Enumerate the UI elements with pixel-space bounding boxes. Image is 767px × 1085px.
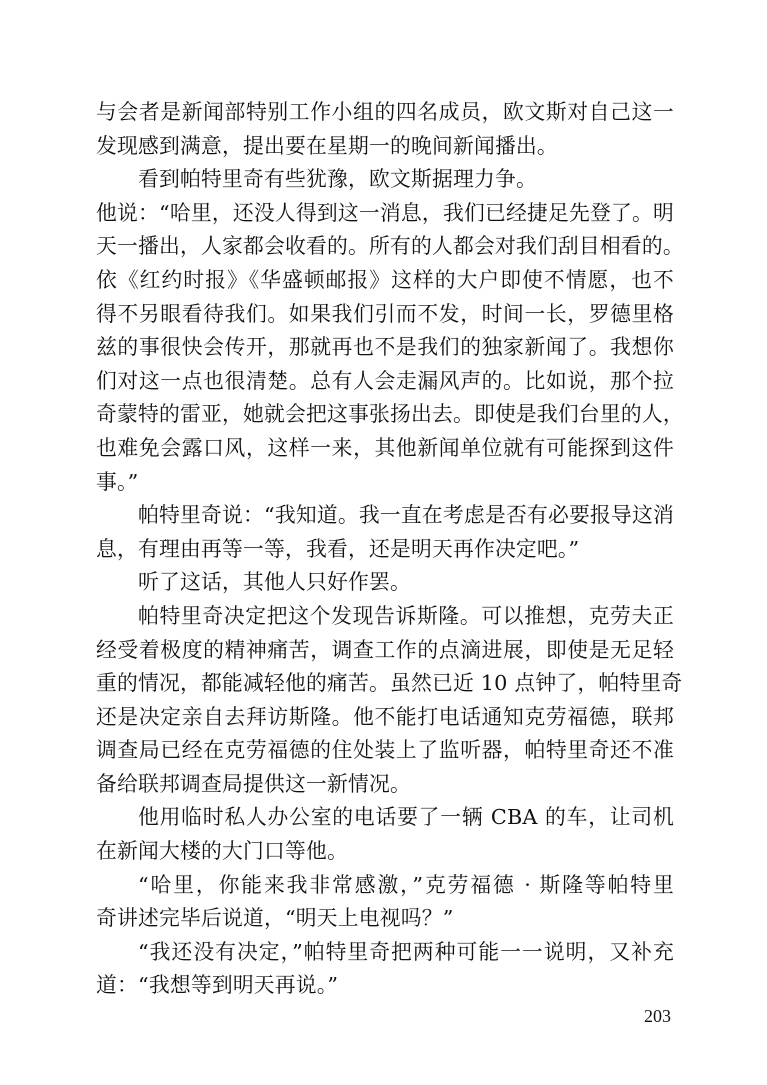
text-line: 还是决定亲自去拜访斯隆。他不能打电话通知克劳福德，联邦 — [96, 704, 674, 729]
text-line: 帕特里奇决定把这个发现告诉斯隆。可以推想，克劳夫正 — [138, 603, 674, 628]
text-line: 奇蒙特的雷亚，她就会把这事张扬出去。即使是我们台里的人， — [96, 402, 684, 427]
text-line: 也难免会露口风，这样一来，其他新闻单位就有可能探到这件 — [96, 435, 674, 460]
text-line: 得不另眼看待我们。如果我们引而不发，时间一长，罗德里格 — [96, 301, 674, 326]
text-line: 兹的事很快会传开，那就再也不是我们的独家新闻了。我想你 — [96, 335, 674, 360]
text-line: 道：“我想等到明天再说。” — [96, 973, 339, 998]
text-line: “哈里，你能来我非常感激，”克劳福德 · 斯隆等帕特里 — [138, 872, 674, 897]
text-line: 依《红约时报》《华盛顿邮报》这样的大户即使不情愿，也不 — [96, 267, 674, 292]
text-line: 天一播出，人家都会收看的。所有的人都会对我们刮目相看的。 — [96, 234, 684, 259]
text-line: 他用临时私人办公室的电话要了一辆 CBA 的车，让司机 — [138, 805, 674, 830]
text-line: 息，有理由再等一等，我看，还是明天再作决定吧。” — [96, 536, 580, 561]
text-line: 发现感到满意，提出要在星期一的晚间新闻播出。 — [96, 133, 558, 158]
text-line: “我还没有决定，”帕特里奇把两种可能一一说明，又补充 — [138, 939, 674, 964]
text-line: 在新闻大楼的大门口等他。 — [96, 839, 348, 864]
text-line: 经受着极度的精神痛苦，调查工作的点滴进展，即使是无足轻 — [96, 637, 674, 662]
text-line: 他说：“哈里，还没人得到这一消息，我们已经捷足先登了。明 — [96, 200, 674, 225]
text-line: 听了这话，其他人只好作罢。 — [138, 570, 411, 595]
text-line: 调查局已经在克劳福德的住处装上了监听器，帕特里奇还不准 — [96, 738, 674, 763]
text-line: 备给联邦调查局提供这一新情况。 — [96, 771, 411, 796]
page-text — [96, 96, 684, 1003]
text-line: 奇讲述完毕后说道，“明天上电视吗？” — [96, 906, 454, 931]
page-number: 203 — [644, 1006, 671, 1026]
text-line: 重的情况，都能减轻他的痛苦。虽然已近 10 点钟了，帕特里奇 — [96, 671, 683, 696]
text-line: 与会者是新闻部特别工作小组的四名成员，欧文斯对自己这一 — [96, 100, 674, 124]
text-line: 们对这一点也很清楚。总有人会走漏风声的。比如说，那个拉 — [96, 368, 674, 393]
text-line: 看到帕特里奇有些犹豫，欧文斯据理力争。 — [138, 167, 537, 192]
text-line: 帕特里奇说：“我知道。我一直在考虑是否有必要报导这消 — [138, 503, 674, 528]
text-line: 事。” — [96, 469, 139, 494]
